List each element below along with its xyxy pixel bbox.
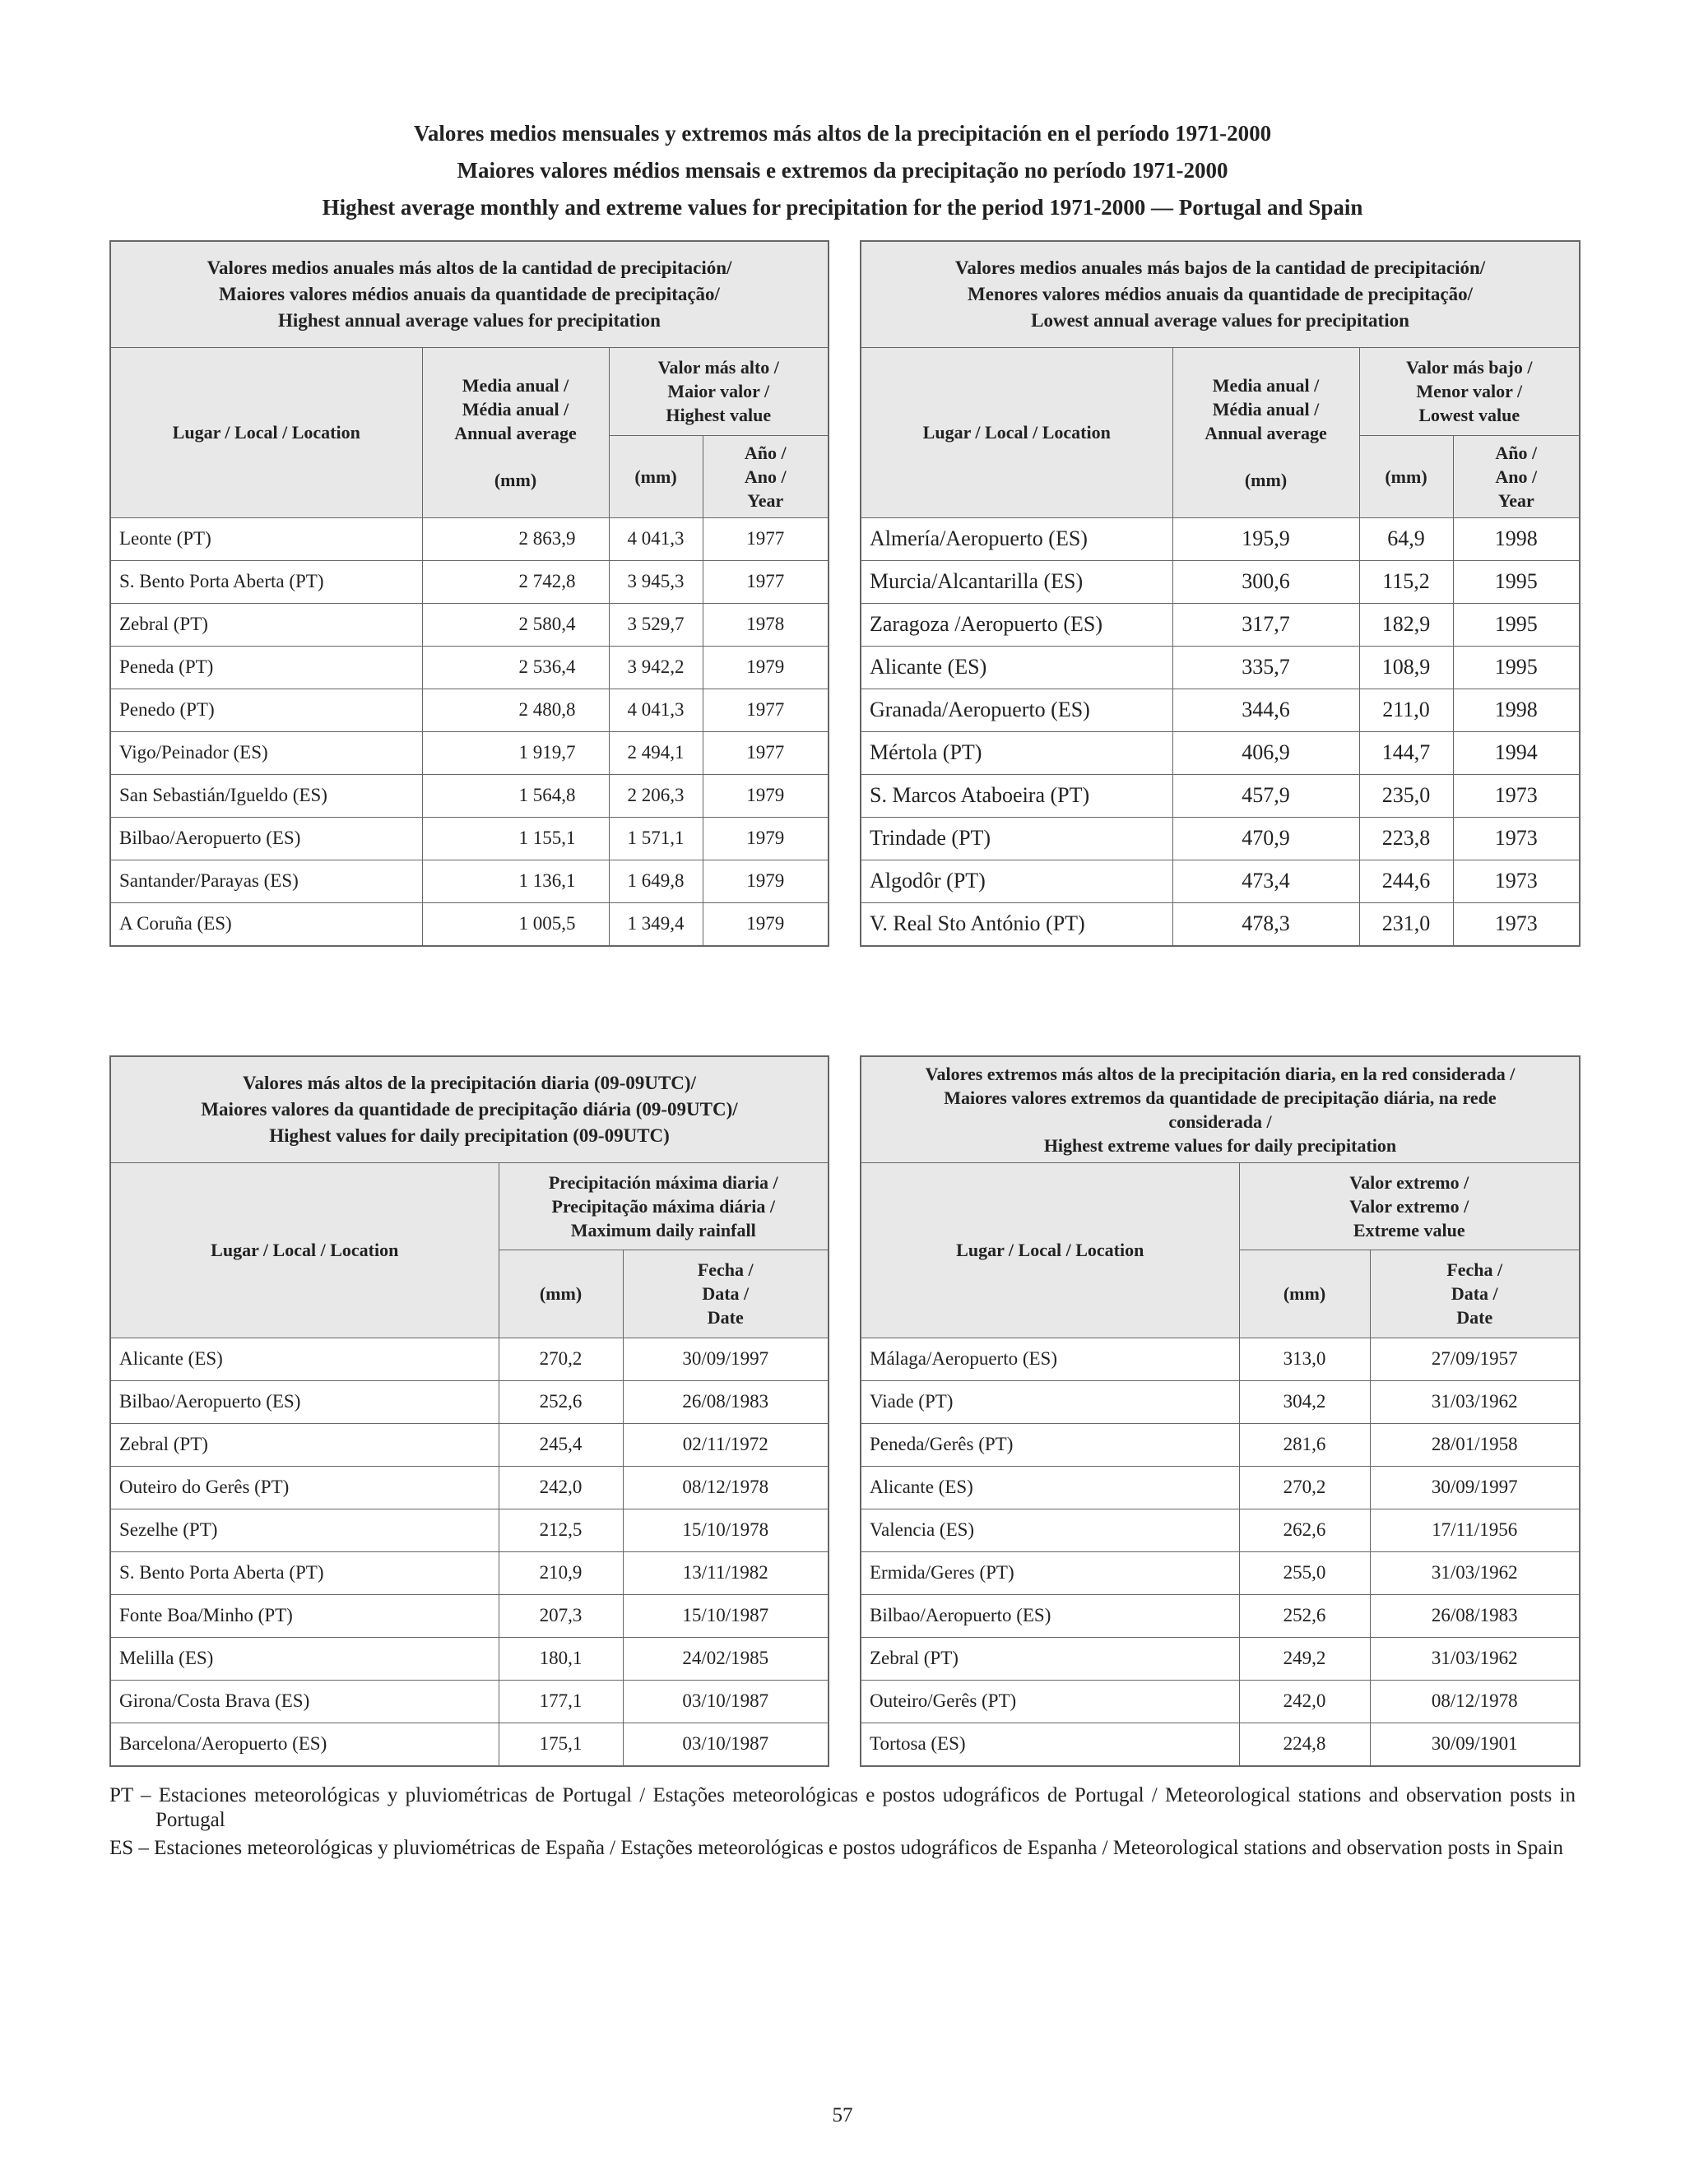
table-row: Granada/Aeropuerto (ES) 344,6 211,0 1998 (861, 689, 1580, 731)
table-row: S. Marcos Ataboeira (PT) 457,9 235,0 1973 (861, 774, 1580, 817)
table-row: Peneda/Gerês (PT) 281,6 28/01/1958 (861, 1423, 1580, 1466)
col-highest-value: Valor más alto / Maior valor / Highest value (609, 347, 829, 435)
table-row: S. Bento Porta Aberta (PT) 2 742,8 3 945,3 1977 (110, 560, 829, 603)
table-row: Leonte (PT) 2 863,9 4 041,3 1977 (110, 517, 829, 560)
col-location: Lugar / Local / Location (110, 1162, 499, 1338)
col-annual-average: Media anual / Média anual / Annual average (mm) (422, 347, 609, 517)
page-number: 57 (832, 2104, 853, 2126)
table-row: Trindade (PT) 470,9 223,8 1973 (861, 817, 1580, 860)
footnote-pt: PT – Estaciones meteorológicas y pluviométricas de Portugal / Estações meteorológicas e postos udográficos de Portugal / Meteorological stations and observation posts in Portugal (109, 1784, 1576, 1831)
table-row: Zebral (PT) 249,2 31/03/1962 (861, 1637, 1580, 1680)
col-date: Fecha / Data / Date (623, 1250, 829, 1338)
table-row: Penedo (PT) 2 480,8 4 041,3 1977 (110, 689, 829, 731)
table-highest-annual (109, 240, 829, 947)
col-mm: (mm) (1239, 1250, 1370, 1338)
table-row: Bilbao/Aeropuerto (ES) 1 155,1 1 571,1 1979 (110, 817, 829, 860)
col-lowest-value: Valor más bajo / Menor valor / Lowest value (1359, 347, 1580, 435)
col-max-daily: Precipitación máxima diaria / Precipitação máxima diária / Maximum daily rainfall (499, 1162, 829, 1250)
table-row: Outeiro do Gerês (PT) 242,0 08/12/1978 (110, 1466, 829, 1509)
table-row: V. Real Sto António (PT) 478,3 231,0 1973 (861, 902, 1580, 946)
page-titles (0, 115, 1685, 226)
table-row: Zebral (PT) 2 580,4 3 529,7 1978 (110, 603, 829, 646)
col-date: Fecha / Data / Date (1370, 1250, 1580, 1338)
table-row: Algodôr (PT) 473,4 244,6 1973 (861, 860, 1580, 902)
table-row: Bilbao/Aeropuerto (ES) 252,6 26/08/1983 (861, 1594, 1580, 1637)
col-year: Año / Ano / Year (1453, 435, 1580, 517)
table-row: Melilla (ES) 180,1 24/02/1985 (110, 1637, 829, 1680)
table-row: Ermida/Geres (PT) 255,0 31/03/1962 (861, 1551, 1580, 1594)
table-row: Vigo/Peinador (ES) 1 919,7 2 494,1 1977 (110, 731, 829, 774)
table-title: Valores medios anuales más altos de la cantidad de precipitación/ Maiores valores médios anuais da quantidade de precipitação/ Highest annual average values for precipitation (110, 241, 829, 347)
table-title: Valores más altos de la precipitación diaria (09-09UTC)/ Maiores valores da quantidade de precipitação diária (09-09UTC)/ Highest values for daily precipitation (09-09UTC) (110, 1056, 829, 1162)
table-row: Bilbao/Aeropuerto (ES) 252,6 26/08/1983 (110, 1380, 829, 1423)
table-row: S. Bento Porta Aberta (PT) 210,9 13/11/1982 (110, 1551, 829, 1594)
table-row: Málaga/Aeropuerto (ES) 313,0 27/09/1957 (861, 1338, 1580, 1380)
table-title: Valores medios anuales más bajos de la cantidad de precipitación/ Menores valores médios anuais da quantidade de precipitação/ Lowest annual average values for precipitation (861, 241, 1580, 347)
table-title: Valores extremos más altos de la precipitación diaria, en la red considerada / Maiores valores extremos da quantidade de precipitação diária, na rede considerada / Highest extreme values for daily precipitation (861, 1056, 1580, 1162)
table-extreme-daily (860, 1055, 1581, 1767)
footnote-es: ES – Estaciones meteorológicas y pluviométricas de España / Estações meteorológicas e postos udográficos de Espanha / Meteorological stations and observation posts in Spain (109, 1837, 1563, 1859)
table-row: Outeiro/Gerês (PT) 242,0 08/12/1978 (861, 1680, 1580, 1723)
table-row: Alicante (ES) 270,2 30/09/1997 (861, 1466, 1580, 1509)
col-location: Lugar / Local / Location (861, 347, 1172, 517)
table-row: Almería/Aeropuerto (ES) 195,9 64,9 1998 (861, 517, 1580, 560)
col-annual-average: Media anual / Média anual / Annual average (mm) (1172, 347, 1359, 517)
table-row: Fonte Boa/Minho (PT) 207,3 15/10/1987 (110, 1594, 829, 1637)
title-es: Valores medios mensuales y extremos más altos de la precipitación en el período 1971-2000 (413, 121, 1272, 146)
table-highest-daily (109, 1055, 829, 1767)
table-row: Santander/Parayas (ES) 1 136,1 1 649,8 1979 (110, 860, 829, 902)
table-row: Viade (PT) 304,2 31/03/1962 (861, 1380, 1580, 1423)
table-row: Tortosa (ES) 224,8 30/09/1901 (861, 1723, 1580, 1766)
col-location: Lugar / Local / Location (110, 347, 422, 517)
col-mm: (mm) (499, 1250, 623, 1338)
table-row: Alicante (ES) 270,2 30/09/1997 (110, 1338, 829, 1380)
table-row: Girona/Costa Brava (ES) 177,1 03/10/1987 (110, 1680, 829, 1723)
table-row: Barcelona/Aeropuerto (ES) 175,1 03/10/1987 (110, 1723, 829, 1766)
title-en: Highest average monthly and extreme values for precipitation for the period 1971-2000 — Portugal and Spain (322, 195, 1363, 220)
col-mm: (mm) (1359, 435, 1453, 517)
col-mm: (mm) (609, 435, 703, 517)
table-row: Murcia/Alcantarilla (ES) 300,6 115,2 1995 (861, 560, 1580, 603)
table-row: Zaragoza /Aeropuerto (ES) 317,7 182,9 1995 (861, 603, 1580, 646)
table-row: Peneda (PT) 2 536,4 3 942,2 1979 (110, 646, 829, 689)
table-row: Sezelhe (PT) 212,5 15/10/1978 (110, 1509, 829, 1551)
table-row: Valencia (ES) 262,6 17/11/1956 (861, 1509, 1580, 1551)
table-row: Alicante (ES) 335,7 108,9 1995 (861, 646, 1580, 689)
footnotes (109, 1783, 1576, 1864)
table-row: San Sebastián/Igueldo (ES) 1 564,8 2 206,3 1979 (110, 774, 829, 817)
col-year: Año / Ano / Year (703, 435, 829, 517)
col-extreme-value: Valor extremo / Valor extremo / Extreme value (1239, 1162, 1580, 1250)
table-row: A Coruña (ES) 1 005,5 1 349,4 1979 (110, 902, 829, 946)
table-row: Mértola (PT) 406,9 144,7 1994 (861, 731, 1580, 774)
table-lowest-annual (860, 240, 1581, 947)
table-row: Zebral (PT) 245,4 02/11/1972 (110, 1423, 829, 1466)
col-location: Lugar / Local / Location (861, 1162, 1239, 1338)
title-pt: Maiores valores médios mensais e extremos da precipitação no período 1971-2000 (457, 158, 1228, 183)
